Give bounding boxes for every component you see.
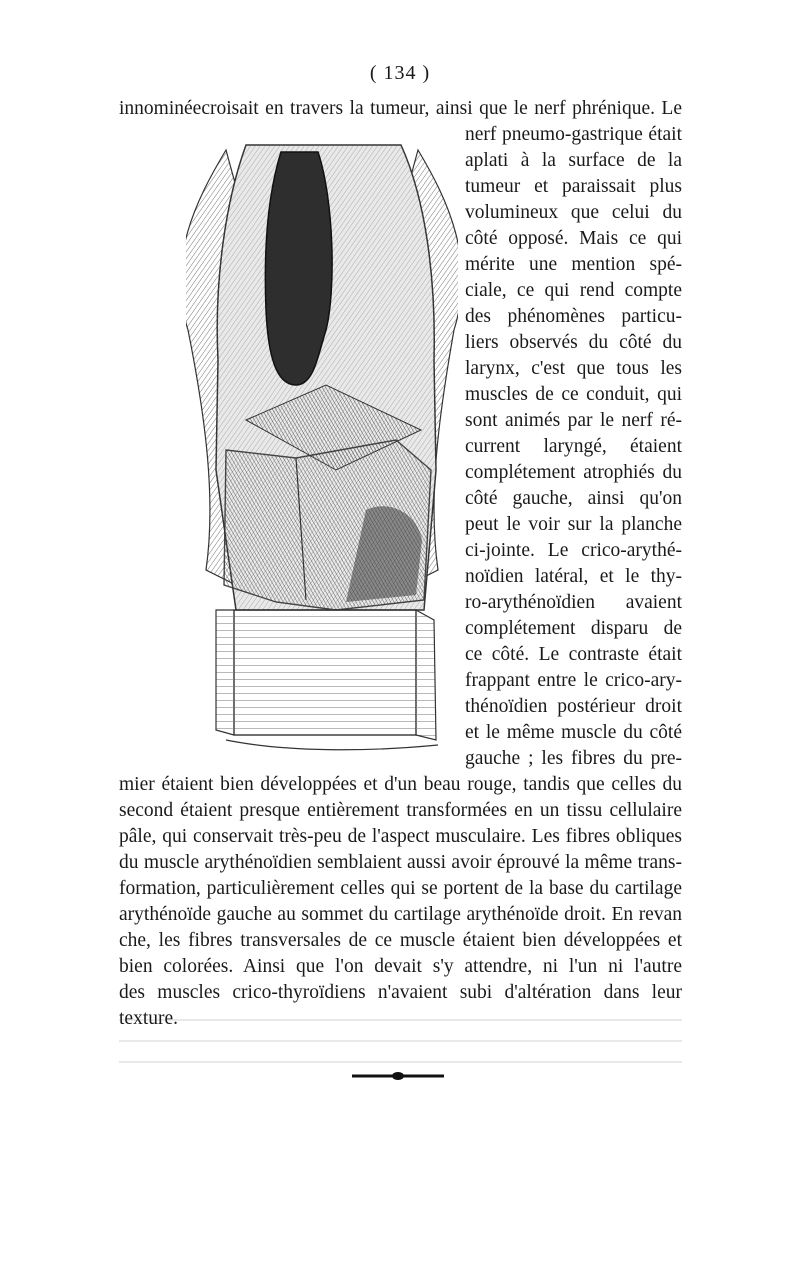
text-line-narrow: ce côté. Le contraste était xyxy=(465,644,682,665)
larynx-illustration xyxy=(186,140,458,755)
text-line-narrow: volumineux que celui du xyxy=(465,202,682,223)
text-line-full: pâle, qui conservait très-peu de l'aspect musculaire. Les fibres obliques xyxy=(119,826,682,847)
text-line-full: du muscle arythénoïdien semblaient aussi avoir éprouvé la même trans- xyxy=(119,852,682,873)
text-line-narrow: ciale, ce qui rend compte xyxy=(465,280,682,301)
text-line-narrow: gauche ; les fibres du pre- xyxy=(465,748,682,769)
text-line-narrow: noïdien latéral, et le thy- xyxy=(465,566,682,587)
text-line-narrow: muscles de ce conduit, qui xyxy=(465,384,682,405)
text-line-1: innominéecroisait en travers la tumeur, ainsi que le nerf phrénique. Le xyxy=(119,98,682,119)
text-line-narrow: nerf pneumo-gastrique était xyxy=(465,124,682,145)
text-line-narrow: thénoïdien postérieur droit xyxy=(465,696,682,717)
text-line-narrow: complétement atrophiés du xyxy=(465,462,682,483)
text-line-narrow: peut le voir sur la planche xyxy=(465,514,682,535)
text-line-narrow: aplati à la surface de la xyxy=(465,150,682,171)
text-line-narrow: mérite une mention spé- xyxy=(465,254,682,275)
text-line-narrow: ci-jointe. Le crico-arythé- xyxy=(465,540,682,561)
text-line-full: mier étaient bien développées et d'un beau rouge, tandis que celles du xyxy=(119,774,682,795)
text-line-narrow: larynx, c'est que tous les xyxy=(465,358,682,379)
text-line-narrow: liers observés du côté du xyxy=(465,332,682,353)
text-line-full: second étaient presque entièrement transformées en un tissu cellulaire xyxy=(119,800,682,821)
show-through-text xyxy=(119,1000,682,1080)
text-line-full: bien colorées. Ainsi que l'on devait s'y attendre, ni l'un ni l'autre xyxy=(119,956,682,977)
text-line-narrow: et le même muscle du côté xyxy=(465,722,682,743)
text-line-full: arythénoïde gauche au sommet du cartilage arythénoïde droit. En revan xyxy=(119,904,682,925)
text-line-narrow: current laryngé, étaient xyxy=(465,436,682,457)
text-line-narrow: côté opposé. Mais ce qui xyxy=(465,228,682,249)
text-line-narrow: frappant entre le crico-ary- xyxy=(465,670,682,691)
text-line-full: formation, particulièrement celles qui se portent de la base du cartilage xyxy=(119,878,682,899)
text-line-narrow: des phénomènes particu- xyxy=(465,306,682,327)
end-ornament xyxy=(352,1070,444,1082)
text-line-full: che, les fibres transversales de ce muscle étaient bien développées et xyxy=(119,930,682,951)
text-line-narrow: ro-arythénoïdien avaient xyxy=(465,592,682,613)
page-number: ( 134 ) xyxy=(369,62,431,84)
text-line-full: texture. xyxy=(119,1008,179,1029)
text-line-narrow: sont animés par le nerf ré- xyxy=(465,410,682,431)
text-line-narrow: tumeur et paraissait plus xyxy=(465,176,682,197)
text-line-narrow: côté gauche, ainsi qu'on xyxy=(465,488,682,509)
text-line-full: des muscles crico-thyroïdiens n'avaient subi d'altération dans leur xyxy=(119,982,682,1003)
text-line-narrow: complétement disparu de xyxy=(465,618,682,639)
